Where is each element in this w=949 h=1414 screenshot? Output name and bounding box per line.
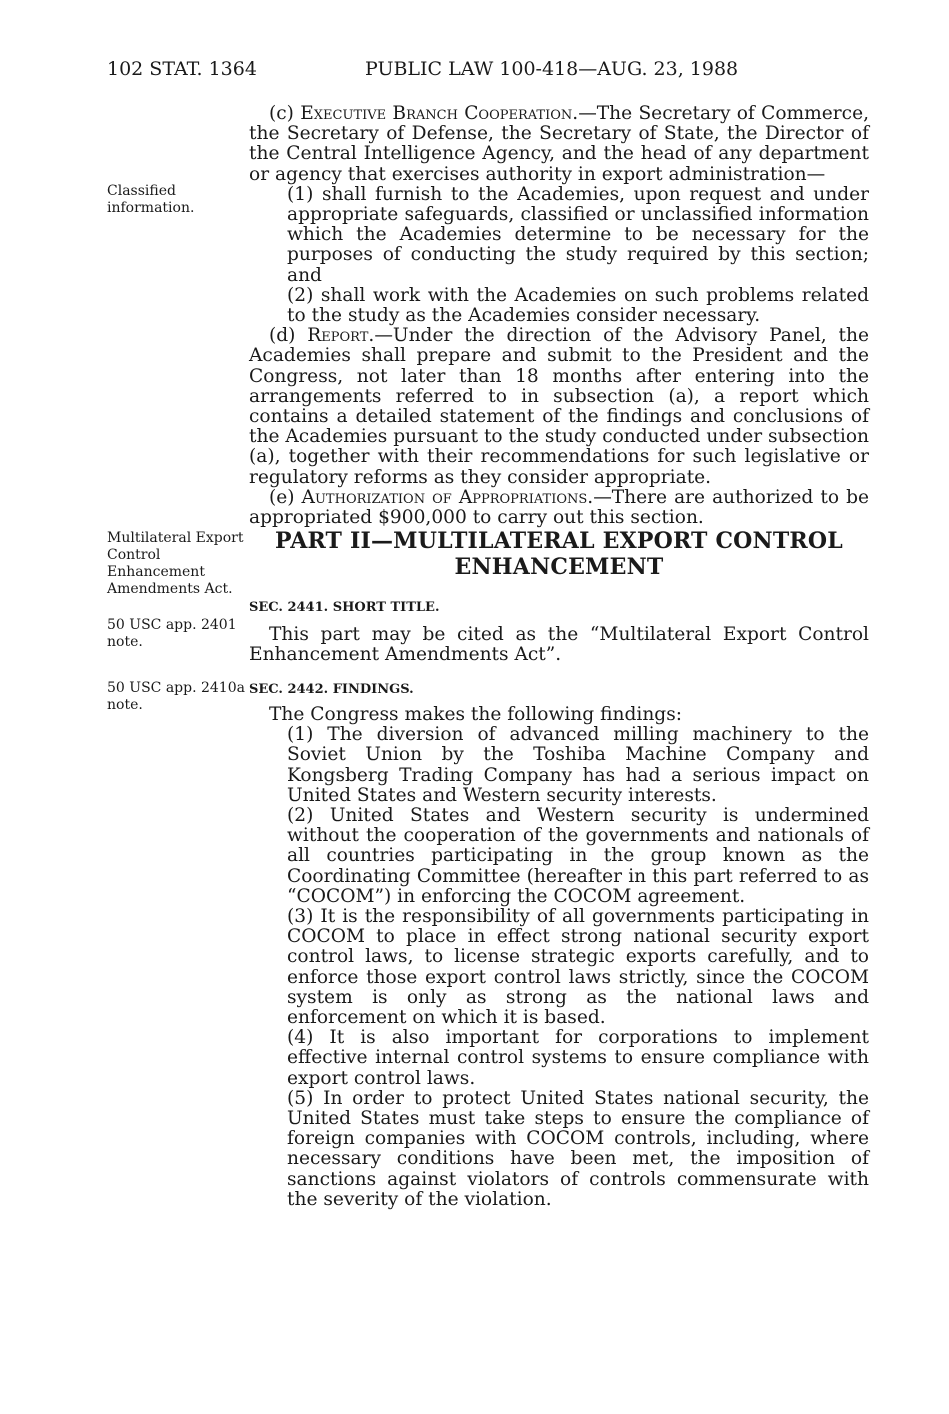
subsection-c-item-1: (1) shall furnish to the Academies, upon request and under appropriate safeguards, classified or unclassified information which the Academies determine to be necessary for the purposes of conducting the study required by this section; and — [287, 183, 869, 286]
public-law-title: PUBLIC LAW 100-418—AUG. 23, 1988 — [365, 58, 739, 80]
subsection-e-heading: Authorization of Appropriations. — [301, 486, 594, 508]
part-heading-line-2: ENHANCEMENT — [454, 554, 664, 580]
subsection-c-item-2: (2) shall work with the Academies on such problems related to the study as the Academies consider necessary. — [287, 284, 869, 327]
finding-4: (4) It is also important for corporations to implement effective internal control systems to ensure compliance with export control laws. — [287, 1027, 869, 1089]
section-2441-heading: SEC. 2441. SHORT TITLE. — [249, 600, 440, 615]
subsection-c: (c) Executive Branch Cooperation.—The Secretary of Commerce, the Secretary of Defense, the Secretary of State, the Director of the Central Intelligence Agency, and the head of any department or agency that exercises authority in export administration— — [249, 103, 869, 185]
statute-page-number: 102 STAT. 1364 — [107, 58, 257, 80]
margin-note-usc-2401: 50 USC app. 2401 note. — [107, 617, 237, 650]
section-2442-body — [249, 705, 869, 1210]
part-heading — [249, 528, 869, 580]
section-2442-heading: SEC. 2442. FINDINGS. — [249, 682, 414, 697]
margin-note-classified: Classified information. — [107, 183, 195, 216]
finding-2: (2) United States and Western security is undermined without the cooperation of the governments and nationals of all countries participating in the group known as the Coordinating Committee (hereafter in this part referred to as “COCOM”) in enforcing the COCOM agreement. — [287, 805, 869, 907]
finding-5: (5) In order to protect United States national security, the United States must take steps to ensure the compliance of foreign companies with COCOM controls, including, where necessary conditions have been met, the imposition of sanctions against violators of controls commensurate with the severity of the violation. — [287, 1087, 869, 1210]
subsection-c-heading: Executive Branch Cooperation. — [300, 103, 579, 124]
section-2441-text: This part may be cited as the “Multilateral Export Control Enhancement Amendments Act”. — [249, 624, 869, 666]
finding-1: (1) The diversion of advanced milling machinery to the Soviet Union by the Toshiba Machine Company and Kongsberg Trading Company has had a serious impact on United States and Western security interests. — [287, 724, 869, 806]
finding-3: (3) It is the responsibility of all governments participating in COCOM to place in effect strong national security export control laws, to license strategic exports carefully, and to enforce those export control laws strictly, since the COCOM system is only as strong as the national laws and enforcement on which it is based. — [287, 906, 869, 1029]
subsection-d: (d) Report.—Under the direction of the Advisory Panel, the Academies shall prepare and submit to the President and the Congress, not later than 18 months after entering into the arrangements referred to in subsection (a), a report which contains a detailed statement of the findings and conclusions of the Academies pursuant to the study conducted under subsection (a), together with their recommendations for such legislative or regulatory reforms as they consider appropriate. — [249, 325, 869, 488]
margin-note-usc-2410a: 50 USC app. 2410a note. — [107, 680, 245, 713]
findings-intro: The Congress makes the following findings: — [269, 704, 683, 725]
subsection-d-heading: Report. — [307, 325, 375, 347]
subsections-c-to-e — [249, 104, 869, 528]
subsection-e: (e) Authorization of Appropriations.—There are authorized to be appropriated $900,000 to carry out this section. — [249, 486, 869, 529]
part-heading-line-1: PART II—MULTILATERAL EXPORT CONTROL — [275, 528, 843, 554]
margin-note-multilateral: Multilateral Export Control Enhancement Amendments Act. — [107, 530, 244, 597]
section-2441-body — [249, 625, 869, 665]
